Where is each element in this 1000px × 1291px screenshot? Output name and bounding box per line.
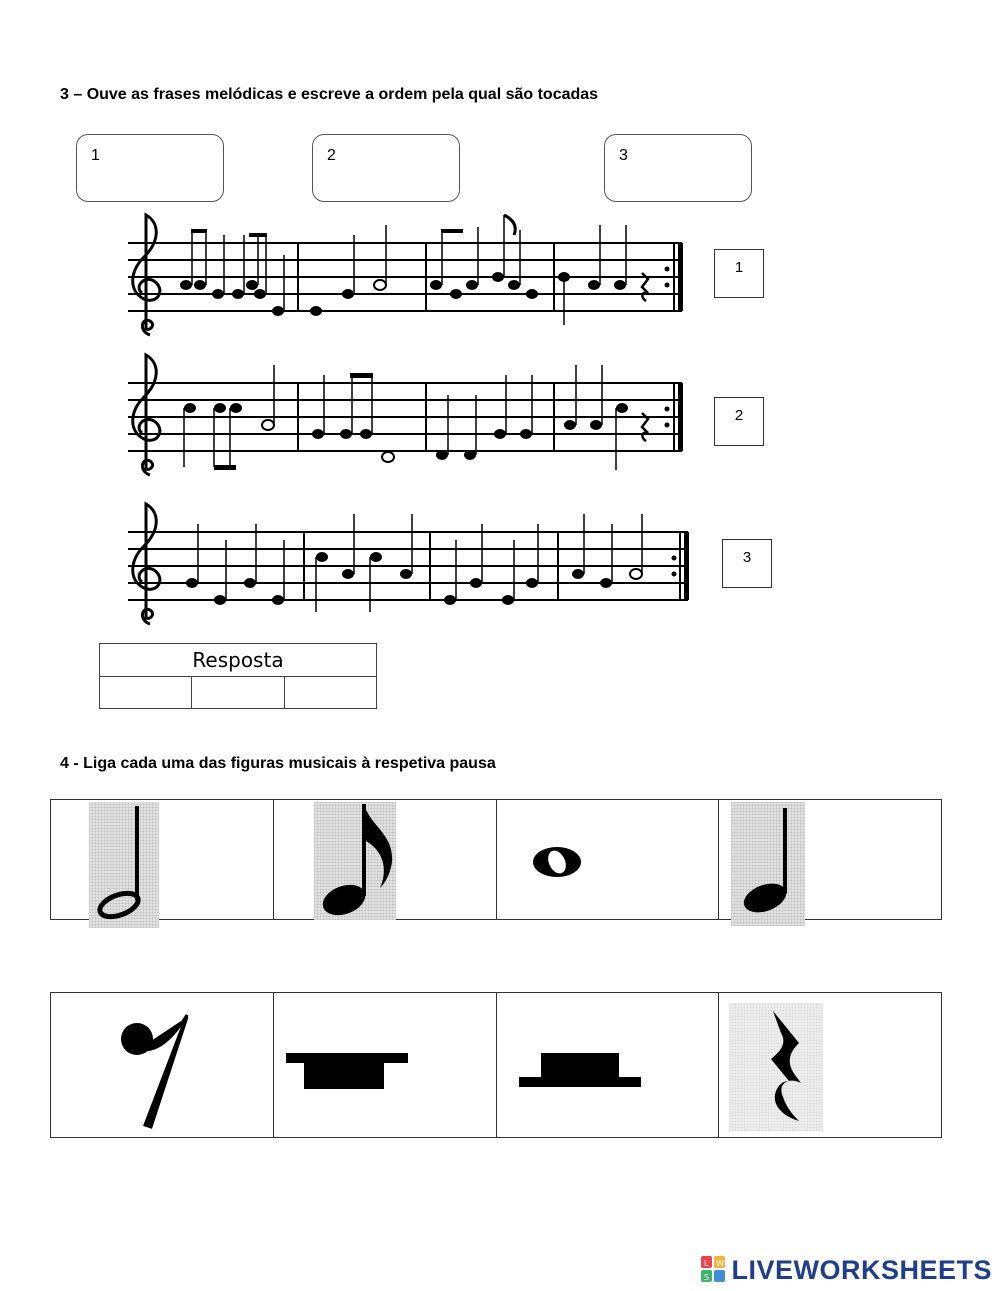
rests-row [50, 992, 942, 1138]
whole-rest-icon [286, 1051, 410, 1093]
rest-cell-half[interactable] [497, 993, 720, 1137]
logo-block-letter: W [716, 1259, 725, 1268]
melodic-staff-1 [120, 205, 695, 340]
eighth-rest-icon [117, 1011, 197, 1131]
staff-number-3: 3 [722, 539, 772, 588]
answer-cell-3[interactable] [284, 677, 376, 709]
quarter-rest-icon [759, 1005, 819, 1133]
exercise-4-heading: 4 - Liga cada uma das figuras musicais à respetiva pausa [60, 755, 496, 772]
figures-row [50, 799, 942, 920]
logo-block-letter: S [704, 1273, 710, 1282]
answer-table [99, 643, 377, 709]
answer-box-1[interactable] [76, 134, 224, 202]
eighth-note-icon [314, 800, 404, 920]
answer-box-number: 1 [91, 147, 100, 164]
figure-cell-whole-note[interactable] [497, 800, 720, 919]
rest-cell-eighth[interactable] [51, 993, 274, 1137]
whole-note-icon [529, 844, 585, 880]
staff-number-1: 1 [714, 249, 764, 298]
answer-box-number: 2 [327, 147, 336, 164]
liveworksheets-logo [701, 1255, 992, 1285]
rest-cell-quarter[interactable] [719, 993, 941, 1137]
quarter-note-icon [731, 800, 811, 920]
answer-table-title: Resposta [100, 644, 377, 677]
answer-box-number: 3 [619, 147, 628, 164]
answer-cell-2[interactable] [192, 677, 284, 709]
exercise-3-heading: 3 – Ouve as frases melódicas e escreve a ordem pela qual são tocadas [60, 86, 599, 103]
logo-block-letter: L [704, 1259, 709, 1268]
figure-cell-quarter-note[interactable] [719, 800, 941, 919]
melodic-staff-3 [120, 494, 695, 629]
figure-cell-half-note[interactable] [51, 800, 274, 919]
figure-cell-eighth-note[interactable] [274, 800, 497, 919]
staff-number-2: 2 [714, 397, 764, 446]
answer-cell-1[interactable] [100, 677, 192, 709]
rest-cell-whole[interactable] [274, 993, 497, 1137]
melodic-staff-2 [120, 345, 695, 480]
half-note-icon [89, 800, 169, 925]
logo-blocks-icon [701, 1256, 727, 1284]
answer-box-3[interactable] [604, 134, 752, 202]
answer-box-2[interactable] [312, 134, 460, 202]
logo-text: LIVEWORKSHEETS [731, 1254, 992, 1285]
logo-block-blue [714, 1270, 725, 1282]
half-rest-icon [519, 1051, 643, 1093]
